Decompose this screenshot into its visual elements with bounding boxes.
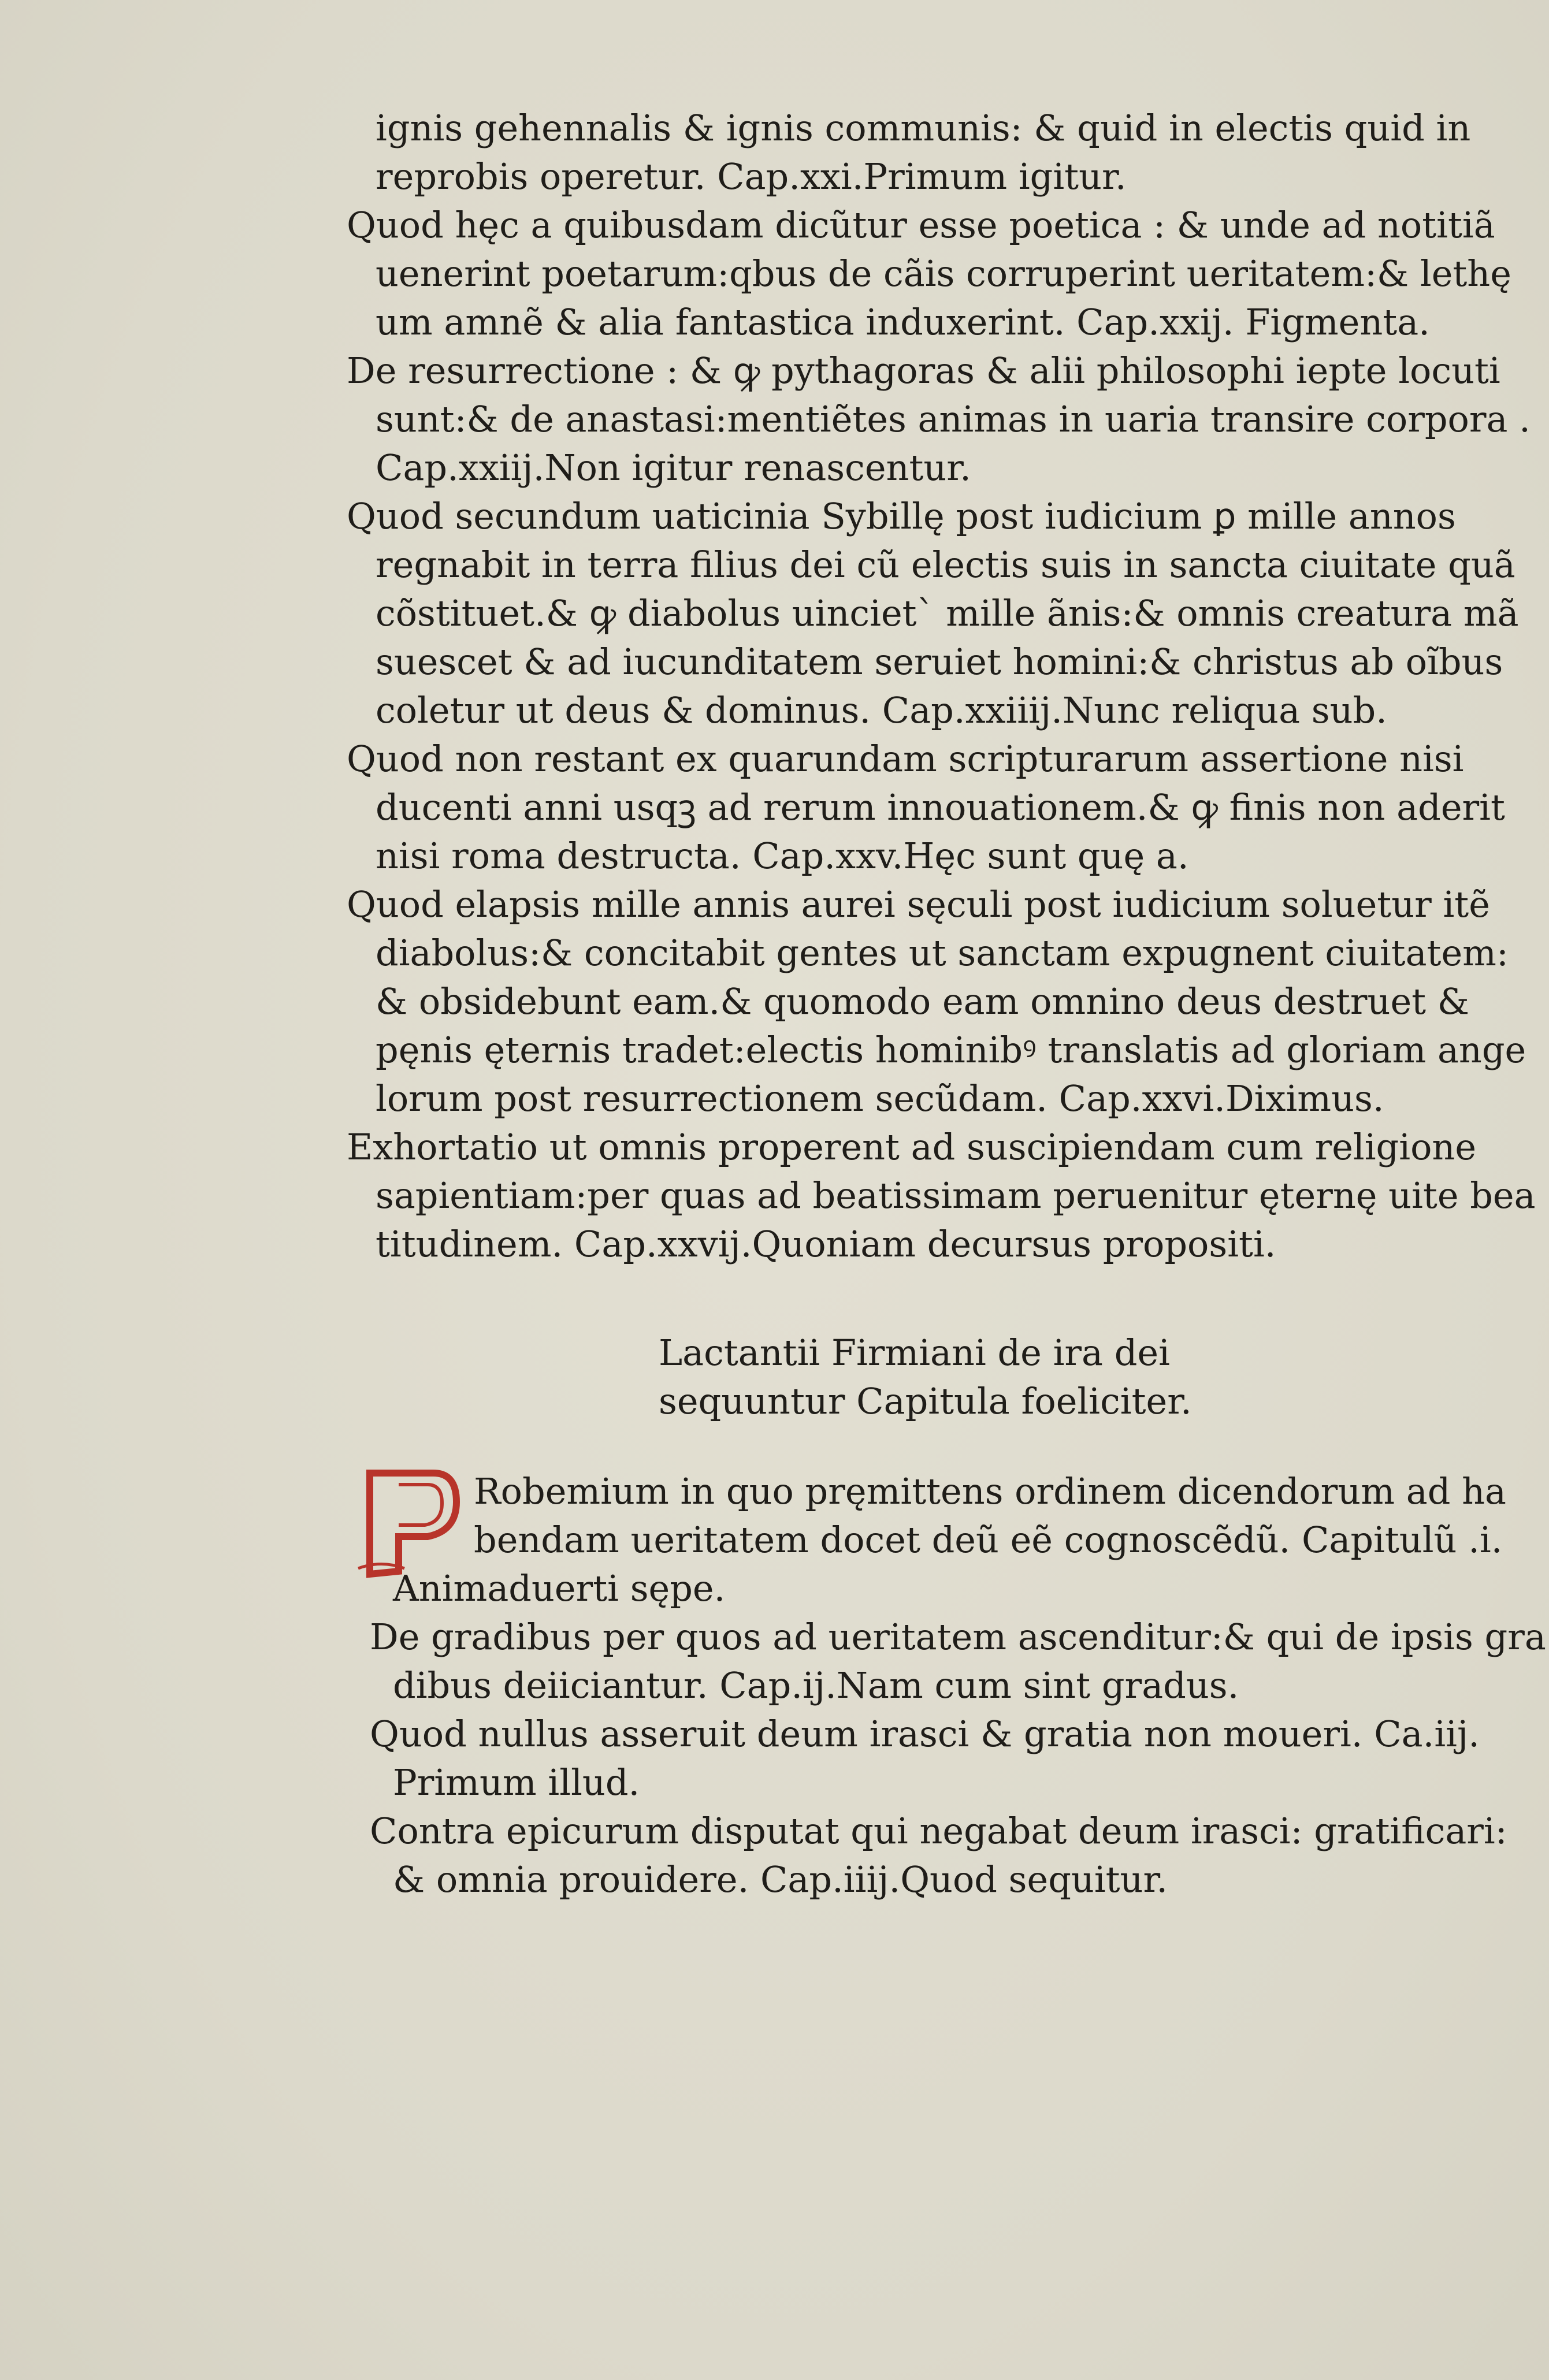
entry-line: De gradibus per quos ad ueritatem ascenditur:& qui de ipsis gra — [370, 1616, 1546, 1658]
entry-line: pęnis ęternis tradet:electis hominibꝰ translatis ad gloriam ange — [376, 1029, 1526, 1071]
chapter-entry — [370, 1710, 1480, 1807]
chapter-entry — [347, 735, 1505, 880]
entry-line: diabolus:& concitabit gentes ut sanctam expugnent ciuitatem: — [376, 932, 1509, 974]
entry-line: De resurrectione : & ꝙ pythagoras & alii philosophi iepte locuti — [347, 349, 1500, 392]
entry-line: Exhortatio ut omnis properent ad suscipiendam cum religione — [347, 1126, 1477, 1168]
entry-line: Quod secundum uaticinia Sybillę post iudicium ꝑ mille annos — [347, 495, 1456, 537]
chapter-entry — [347, 104, 1471, 201]
chapter-entry — [347, 201, 1511, 347]
chapter-entry — [370, 1613, 1546, 1710]
entry-line: ducenti anni usqꝫ ad rerum innouationem.& ꝙ finis non aderit — [376, 786, 1505, 828]
entry-line: Quod hęc a quibusdam dicũtur esse poetica : & unde ad notitiã — [347, 204, 1495, 246]
entry-line: regnabit in terra filius dei cũ electis suis in sancta ciuitate quã — [376, 544, 1515, 586]
entry-line: bendam ueritatem docet deũ eẽ cognoscẽdũ. Capitulũ .i. — [474, 1519, 1503, 1561]
chapter-list-ira-dei — [370, 1467, 1546, 1904]
entry-line: dibus deiiciantur. Cap.ij.Nam cum sint gradus. — [393, 1664, 1239, 1706]
chapter-entry — [347, 492, 1519, 735]
chapter-list-top — [347, 104, 1536, 1269]
entry-line: ignis gehennalis & ignis communis: & quid in electis quid in — [376, 107, 1471, 149]
entry-line: Quod non restant ex quarundam scripturarum assertione nisi — [347, 738, 1464, 780]
entry-line: Cap.xxiij.Non igitur renascentur. — [376, 447, 971, 489]
entry-line: sapientiam:per quas ad beatissimam peruenitur ęternę uite bea — [376, 1174, 1536, 1217]
entry-line: lorum post resurrectionem secũdam. Cap.xxvi.Diximus. — [376, 1077, 1384, 1120]
entry-line: Quod nullus asseruit deum irasci & gratia non moueri. Ca.iij. — [370, 1713, 1480, 1755]
entry-line: Animaduerti sępe. — [393, 1567, 726, 1609]
entry-line: suescet & ad iucunditatem seruiet homini:& christus ab oĩbus — [376, 641, 1503, 683]
entry-line: coletur ut deus & dominus. Cap.xxiiij.Nunc reliqua sub. — [376, 689, 1387, 731]
entry-line: Primum illud. — [393, 1761, 640, 1803]
heading-line: Lactantii Firmiani de ira dei — [659, 1332, 1170, 1374]
chapter-entry — [370, 1467, 1506, 1613]
entry-line: & omnia prouidere. Cap.iiij.Quod sequitur. — [393, 1858, 1168, 1901]
entry-line: nisi roma destructa. Cap.xxv.Hęc sunt quę a. — [376, 835, 1189, 877]
chapter-entry — [370, 1807, 1507, 1904]
entry-line: Contra epicurum disputat qui negabat deum irasci: gratificari: — [370, 1810, 1507, 1852]
heading-line: sequuntur Capitula foeliciter. — [659, 1380, 1192, 1422]
entry-line: sunt:& de anastasi:mentiẽtes animas in uaria transire corpora . — [376, 398, 1531, 440]
section-heading — [659, 1329, 1192, 1426]
entry-line: reprobis operetur. Cap.xxi.Primum igitur. — [376, 155, 1127, 198]
entry-line: uenerint poetarum:qbus de cãis corruperint ueritatem:& lethę — [376, 252, 1511, 295]
entry-line: titudinem. Cap.xxvij.Quoniam decursus propositi. — [376, 1223, 1276, 1265]
entry-line: um amnẽ & alia fantastica induxerint. Cap.xxij. Figmenta. — [376, 301, 1430, 343]
entry-line: Quod elapsis mille annis aurei sęculi post iudicium soluetur itẽ — [347, 883, 1490, 925]
chapter-entry — [347, 1123, 1536, 1269]
chapter-entry — [347, 880, 1526, 1123]
entry-line: & obsidebunt eam.& quomodo eam omnino deus destruet & — [376, 980, 1469, 1022]
entry-line: cõstituet.& ꝙ diabolus uincietˋ mille ãnis:& omnis creatura mã — [376, 592, 1519, 634]
chapter-entry — [347, 347, 1531, 492]
entry-line: Robemium in quo pręmittens ordinem dicendorum ad ha — [474, 1470, 1506, 1512]
